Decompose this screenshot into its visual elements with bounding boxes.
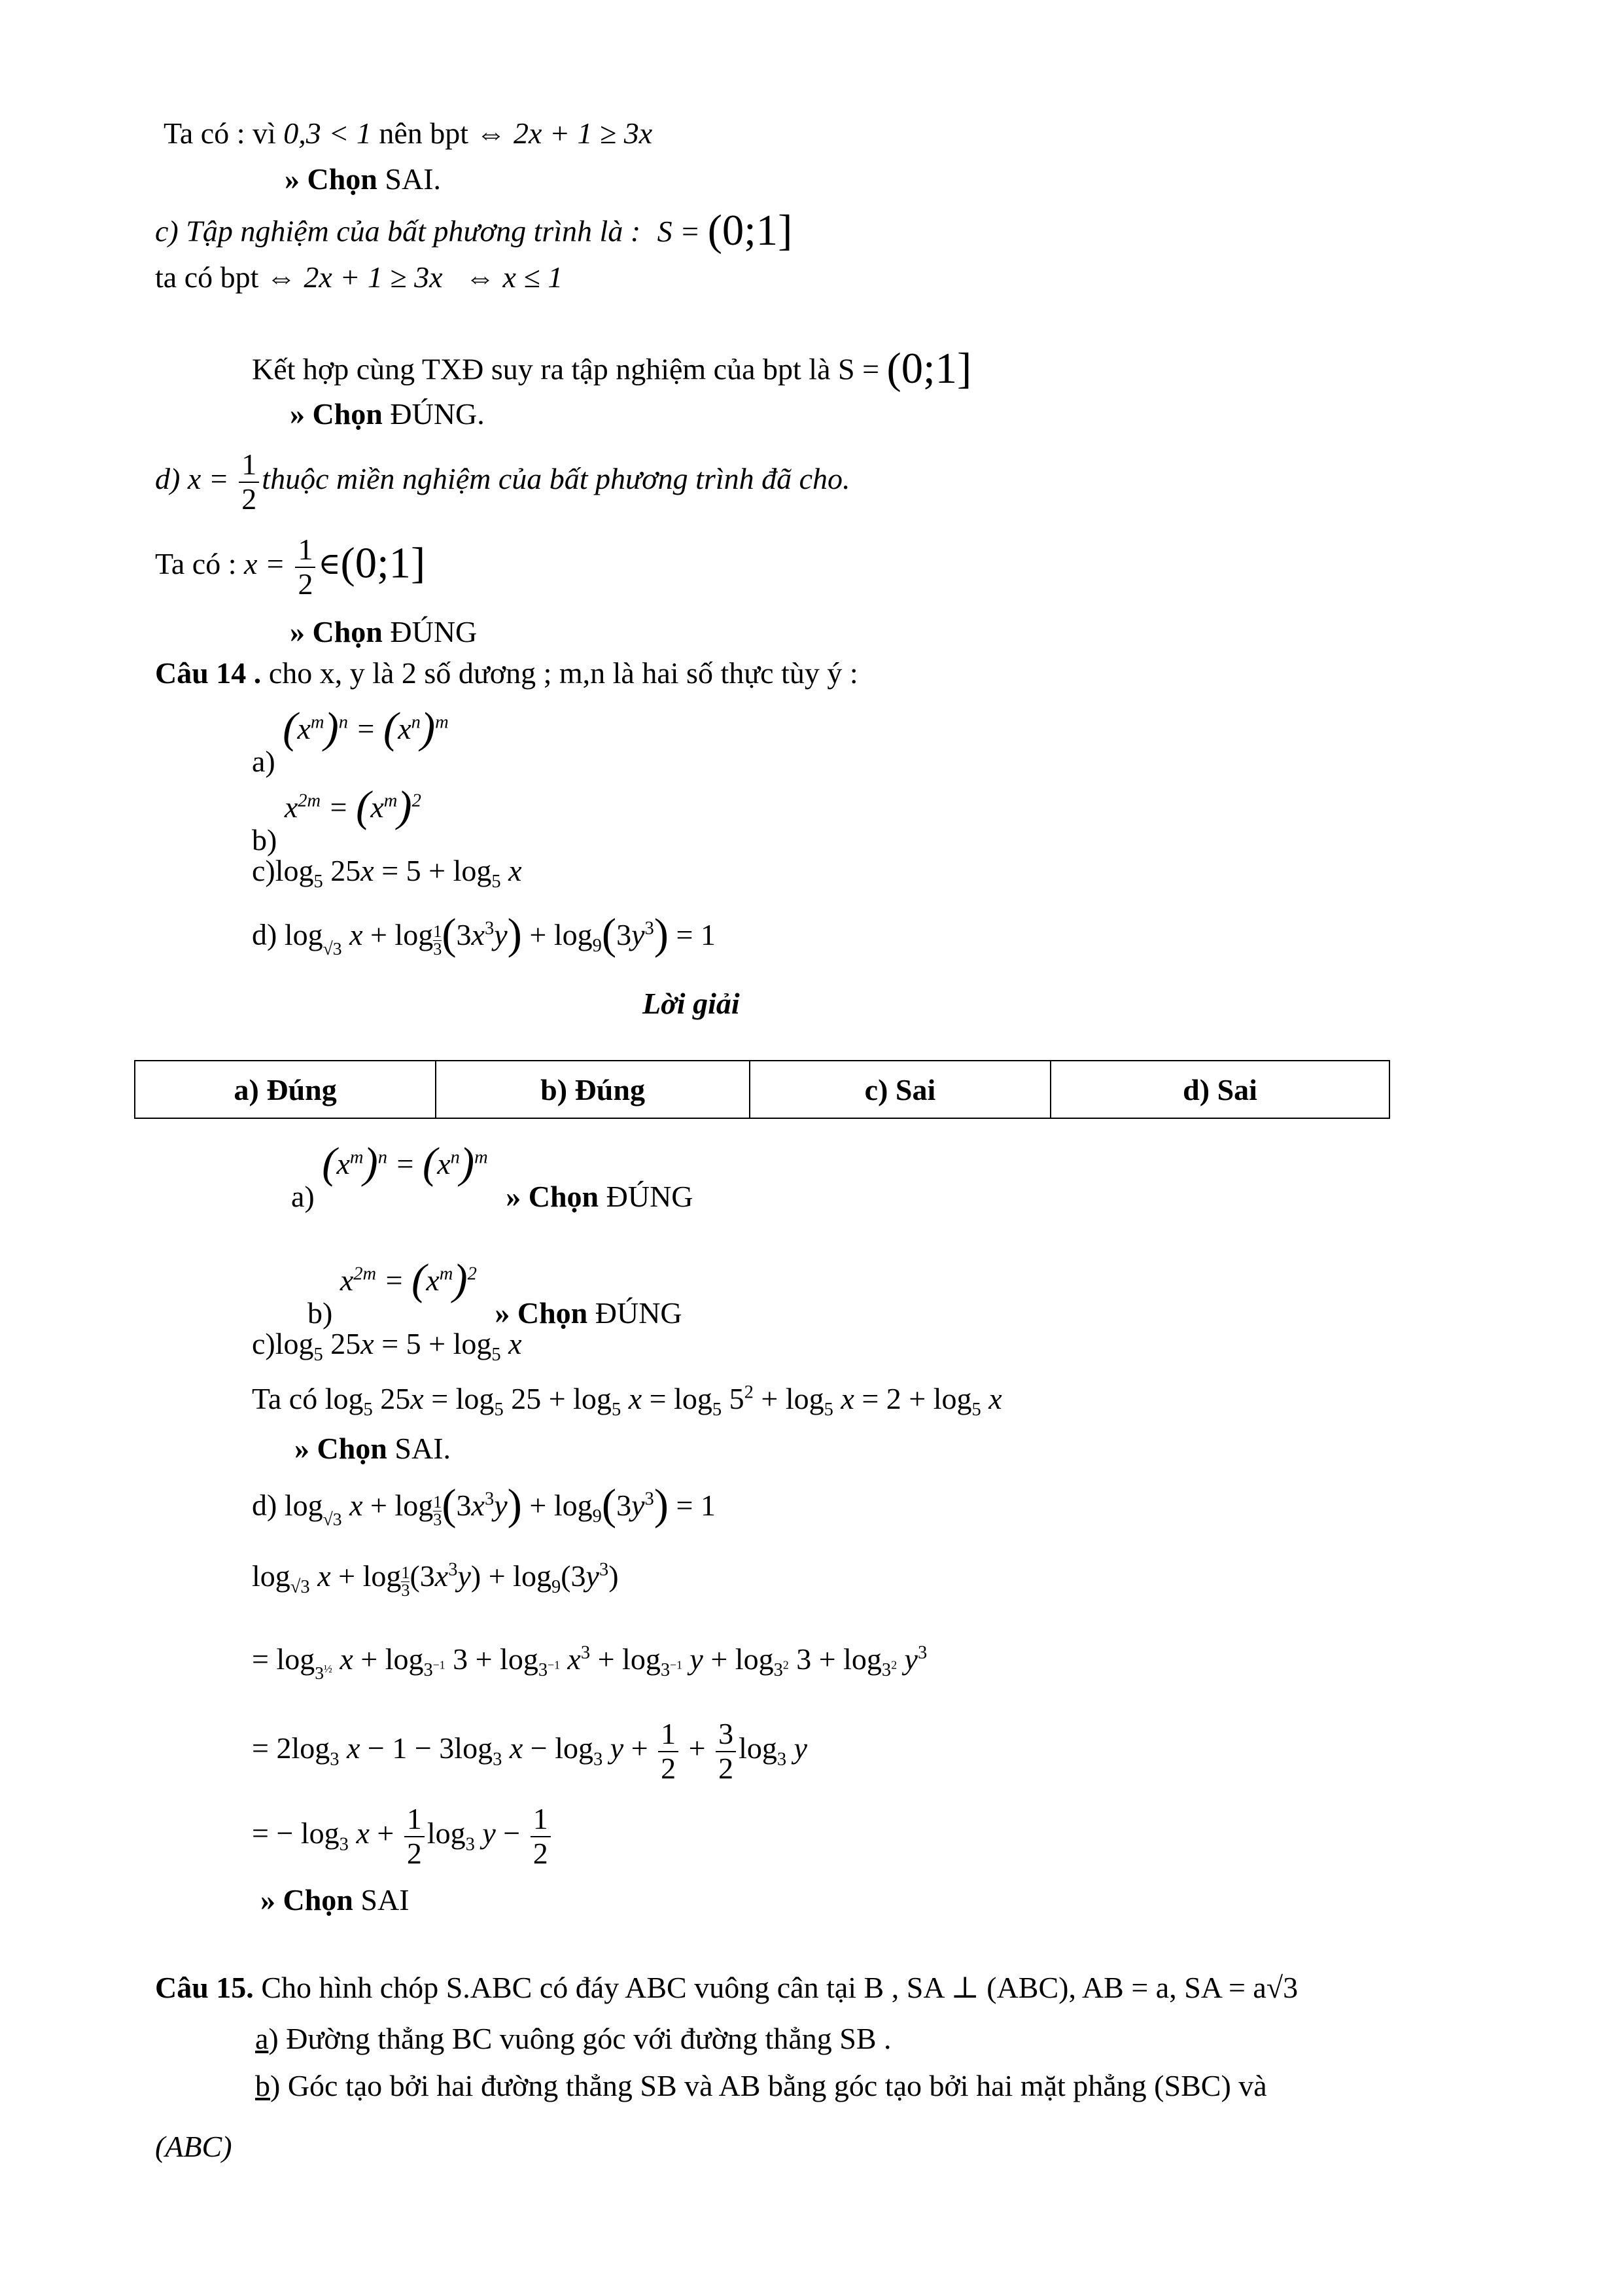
text: Ta có : vì: [164, 116, 284, 150]
option-label: d): [252, 1488, 277, 1522]
derivation-line: = − $\log_3 x$ + $\frac{1}{2}$ $\log_3 y$ − $\frac{1}{2}$: [252, 1803, 553, 1870]
formula-b: $x^{2m} = (x^m)^2$: [284, 783, 421, 830]
equation: x =: [187, 462, 229, 496]
question-text: Cho hình chóp S.ABC có đáy ABC vuông cân tại B , SA ⊥ (ABC), AB = a, SA = a√3: [253, 1971, 1299, 2004]
derivation-line: = $\log 3^{\frac{1}{2}}$ $x + \log_{3^{-1}} 3 + \log_{3^{-1}} x^3 + \log_{3^{-1}} y + \log_{3^2} 3 + \log_{3^2} y^3$: [252, 1642, 928, 1684]
answer-cell: c) Sai: [750, 1061, 1051, 1118]
option-a: [252, 703, 449, 778]
derivation-line: $\log_{√3} x + \log$ $\frac{1}{3}$ $(3x^3y) + \log_9(3y^3)$: [252, 1559, 619, 1600]
option-label: c): [252, 854, 275, 887]
verdict-value: SAI: [353, 1883, 410, 1916]
fraction-one-half: $\frac{1}{2}$: [295, 533, 315, 601]
formula-b: $x^{2m} = (x^m)^2$: [340, 1256, 477, 1303]
option-label: a): [252, 744, 275, 778]
verdict-label: » Chọn: [260, 1883, 353, 1916]
statement-15b: [255, 2069, 1267, 2104]
text: Ta có :: [155, 547, 245, 581]
statement-d: [155, 448, 850, 516]
interval: (0;1]: [707, 207, 793, 255]
option-d: [252, 910, 716, 960]
fraction-one-half: $\frac{1}{2}$: [239, 448, 259, 516]
table-row: [135, 1061, 1389, 1118]
verdict-label: » Chọn: [506, 1179, 599, 1213]
verdict: [285, 162, 441, 197]
verdict-value: ĐÚNG: [599, 1179, 693, 1213]
formula-c: $\log_5 25x = 5 + \log_5 x$: [275, 1327, 522, 1366]
statement-c: [155, 206, 792, 256]
formula-a: $(x^m)^n = (x^n)^m$: [283, 704, 449, 752]
verdict: [290, 615, 477, 650]
text: Kết hợp cùng TXĐ suy ra tập nghiệm của bpt là S =: [252, 352, 887, 386]
option-label: d): [252, 917, 277, 951]
derivation-line: = $2\log_3$ $x - 1 - 3\log_3$ $x - \log_3 y$ + $\frac{1}{2}$ + $\frac{3}{2}$ $\log_3 y$: [252, 1717, 808, 1785]
reasoning-line: [252, 344, 971, 395]
verdict-label: » Chọn: [290, 397, 383, 431]
option-label: c): [252, 1327, 275, 1360]
verdict-value: SAI.: [387, 1432, 451, 1465]
question-label: Câu 14 .: [155, 656, 262, 690]
item-label: d): [155, 462, 188, 496]
question-text: cho x, y là 2 số dương ; m,n là hai số thực tùy ý :: [261, 656, 858, 690]
reasoning-line: [164, 116, 652, 151]
answer-cell: b) Đúng: [436, 1061, 750, 1118]
formula-c: $\log_5 25x = 5 + \log_5 x$: [275, 854, 522, 892]
inequality: 0,3 < 1: [283, 116, 372, 150]
solution-heading: Lời giải: [642, 987, 740, 1020]
verdict-label: » Chọn: [285, 162, 377, 196]
question-label: Câu 15.: [155, 1971, 254, 2004]
option-b: [252, 782, 421, 857]
answer-cell: d) Sai: [1051, 1061, 1389, 1118]
option-c: [252, 854, 522, 892]
answer-table: [134, 1060, 1390, 1119]
interval: (0;1]: [340, 539, 426, 588]
interval: (0;1]: [886, 345, 972, 393]
verdict: [260, 1883, 410, 1918]
verdict: [294, 1432, 451, 1466]
verdict-label: » Chọn: [290, 615, 383, 648]
option-label: a): [291, 1179, 315, 1213]
solution-d: [252, 1480, 716, 1530]
text: ta có bpt: [155, 260, 266, 294]
question-15: [155, 1971, 1298, 2005]
statement-text: ) Góc tạo bởi hai đường thẳng SB và AB bằng góc tạo bởi hai mặt phẳng (SBC) và: [270, 2069, 1267, 2102]
formula-d: log√3 x + log $\frac{1}{3}$ $(3x^3y) + \log_9(3y^3) = 1$: [284, 910, 716, 959]
verdict-value: ĐÚNG.: [382, 397, 485, 431]
option-label: b: [255, 2069, 270, 2102]
verdict: [290, 397, 485, 432]
verdict-label: » Chọn: [294, 1432, 387, 1465]
equivalence: ⇔ 2x + 1 ≥ 3x: [476, 116, 653, 150]
solution-a: [291, 1139, 693, 1213]
statement-continuation: (ABC): [155, 2130, 232, 2163]
verdict-label: » Chọn: [495, 1296, 588, 1330]
question-14: [155, 656, 858, 691]
verdict-value: SAI.: [377, 162, 442, 196]
statement-text: thuộc miền nghiệm của bất phương trình đã cho.: [262, 462, 850, 496]
text: nên bpt: [371, 116, 476, 150]
reasoning-line: [155, 533, 425, 601]
verdict-value: ĐÚNG: [587, 1296, 682, 1330]
reasoning-line: [252, 1382, 1002, 1421]
solution-b: [307, 1255, 682, 1330]
statement-15a: [255, 2022, 892, 2057]
set-symbol: S =: [657, 214, 701, 248]
option-label: b): [252, 822, 277, 857]
statement-text: ) Đường thẳng BC vuông góc với đường thẳng SB .: [268, 2022, 892, 2055]
formula-a: $(x^m)^n = (x^n)^m$: [322, 1139, 488, 1187]
element-of: ∈: [318, 547, 341, 581]
verdict-value: ĐÚNG: [382, 615, 478, 648]
solution-c: [252, 1327, 522, 1366]
statement-text: c) Tập nghiệm của bất phương trình là :: [155, 214, 641, 248]
reasoning-line: [155, 260, 563, 295]
option-label: b): [307, 1296, 333, 1330]
formula-d: log√3 x + log $\frac{1}{3}$ $(3x^3y) + \log_9(3y^3) = 1$: [284, 1481, 716, 1529]
equation: x =: [244, 547, 285, 581]
option-label: a: [255, 2022, 269, 2055]
formula: $\log_5 25x = \log_5 25 + \log_5 x = \log_5 5^2 + \log_5 x = 2 + \log_5 x$: [324, 1382, 1002, 1421]
text: Ta có: [252, 1382, 325, 1415]
answer-cell: a) Đúng: [135, 1061, 436, 1118]
equivalence: ⇔ 2x + 1 ≥ 3x ⇔ x ≤ 1: [266, 260, 563, 294]
